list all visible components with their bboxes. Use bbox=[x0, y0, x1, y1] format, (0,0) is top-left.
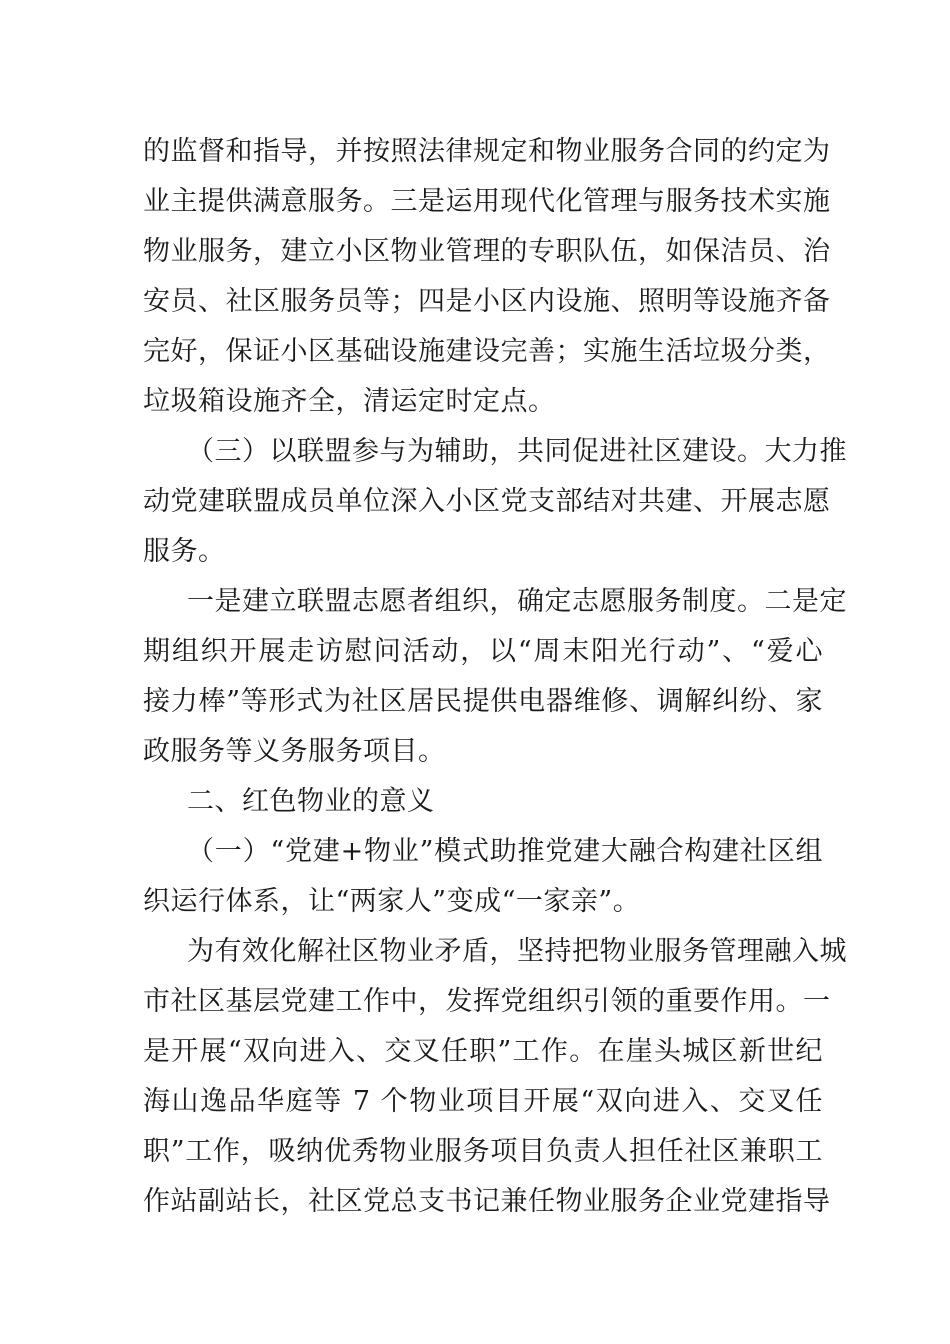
text-line-22: 作站副站长，社区党总支书记兼任物业服务企业党建指导 bbox=[143, 1186, 831, 1217]
text-line-18: 市社区基层党建工作中，发挥党组织引领的重要作用。一 bbox=[143, 986, 831, 1017]
text-line-21: 职”工作，吸纳优秀物业服务项目负责人担任社区兼职工 bbox=[143, 1136, 823, 1167]
text-line-8: 动党建联盟成员单位深入小区党支部结对共建、开展志愿 bbox=[143, 486, 831, 517]
text-line-1: 的监督和指导，并按照法律规定和物业服务合同的约定为 bbox=[143, 136, 831, 167]
text-line-16: 织运行体系，让“两家人”变成“一家亲”。 bbox=[143, 886, 641, 917]
text-line-4: 安员、社区服务员等；四是小区内设施、照明等设施齐备 bbox=[143, 286, 831, 317]
text-line-9: 服务。 bbox=[143, 536, 226, 567]
text-line-12: 接力棒”等形式为社区居民提供电器维修、调解纠纷、家 bbox=[143, 686, 823, 717]
text-line-11: 期组织开展走访慰问活动，以“周末阳光行动”、“爱心 bbox=[143, 636, 823, 667]
text-line-7: （三）以联盟参与为辅助，共同促进社区建设。大力推 bbox=[187, 436, 847, 467]
text-line-17: 为有效化解社区物业矛盾，坚持把物业服务管理融入城 bbox=[187, 936, 847, 967]
section-heading: 二、红色物业的意义 bbox=[187, 786, 435, 817]
text-line-20: 海山逸品华庭等 7 个物业项目开展“双向进入、交叉任 bbox=[143, 1086, 823, 1117]
text-line-2: 业主提供满意服务。三是运用现代化管理与服务技术实施 bbox=[143, 186, 831, 217]
text-line-3: 物业服务，建立小区物业管理的专职队伍，如保洁员、治 bbox=[143, 236, 831, 267]
text-line-19: 是开展“双向进入、交叉任职”工作。在崖头城区新世纪 bbox=[143, 1036, 823, 1067]
text-line-15: （一）“党建+物业”模式助推党建大融合构建社区组 bbox=[187, 836, 823, 867]
text-line-10: 一是建立联盟志愿者组织，确定志愿服务制度。二是定 bbox=[187, 586, 847, 617]
text-line-13: 政服务等义务服务项目。 bbox=[143, 736, 446, 767]
text-line-5: 完好，保证小区基础设施建设完善；实施生活垃圾分类， bbox=[143, 336, 831, 367]
text-line-6: 垃圾箱设施齐全，清运定时定点。 bbox=[143, 386, 556, 417]
